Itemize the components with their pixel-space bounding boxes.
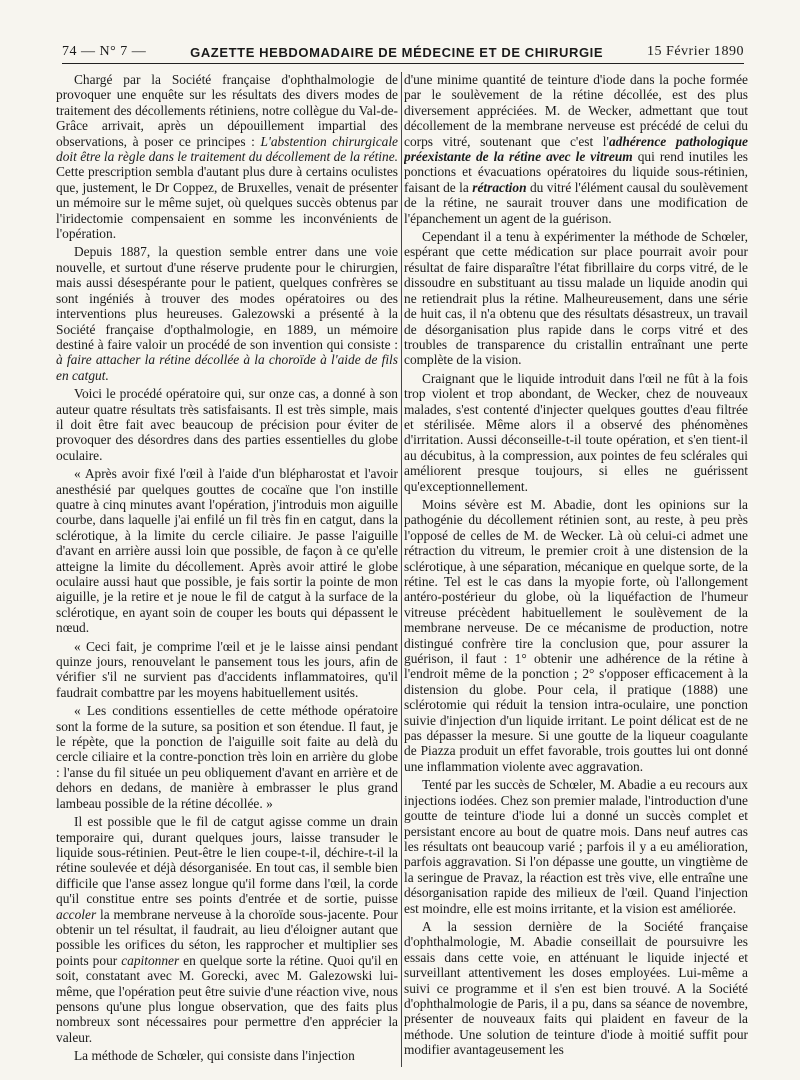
- paragraph: Cependant il a tenu à expérimenter la méthode de Schœler, espérant que cette médication sur place pourrait avoir pour résultat de faire disparaître l'état fibrillaire du corps vitré, de le dissoudre en substituant au tissu malade un liquide anodin qui ne retiendrait plus la rétine. Malheureusement, dans une série de huit cas, il n'a obtenu que des résultats désastreux, un travail de désorganisation plus rapide dans le corps vitré et des troubles de transparence du cristallin entraînant une perte complète de la vision.: [404, 229, 748, 368]
- procedure-quote: à faire attacher la rétine décollée à la choroïde à l'aide de fils en catgut.: [56, 352, 398, 383]
- paragraph: Il est possible que le fil de catgut agisse comme un drain temporaire qui, durant quelques jours, laisse transuder le liquide sous-rétinien. Peut-être le lien coupe-t-il, déchire-t-il la rétine soulevée et déjà désorganisée. En tout cas, il semble bien difficile que l'anse assez longue qu'il forme dans l'œil, la corde qu'il constitue entre ses points d'entrée et de sortie, puisse accoler la membrane nerveuse à la choroïde sous-jacente. Pour obtenir un tel résultat, il faudrait, au lieu d'éloigner autant que possible les orifices du séton, les rapprocher et multiplier ses points pour capitonner en quelque sorte la rétine. Quoi qu'il en soit, constatant avec M. Gorecki, avec M. Galezowski lui-même, que l'opération peut être suivie d'une réaction vive, nous pensons qu'une plus longue observation, que des faits plus nombreux sont nécessaires pour permettre d'en apprécier la valeur.: [56, 814, 398, 1045]
- paragraph: « Après avoir fixé l'œil à l'aide d'un blépharostat et l'avoir anesthésié par quelques gouttes de cocaïne que l'on instille quatre à cinq minutes avant l'opération, j'introduis mon aiguille courbe, dans laquelle j'ai enfilé un fil très fin en catgut, dans la sclérotique, à la limite du cercle ciliaire. Je passe l'aiguille d'avant en arrière aussi loin que possible, de façon à ce qu'elle atteigne la limite du décollement. Après avoir attiré le globe oculaire aussi haut que possible, je fais sortir la pointe de mon aiguille, je la retire et je noue le fil de catgut à la surface de la sclérotique, en ayant soin de couper les bouts qui dépassent le nœud.: [56, 466, 398, 636]
- issue-date: 15 Février 1890: [647, 44, 744, 59]
- paragraph: Craignant que le liquide introduit dans l'œil ne fût à la fois trop violent et trop abondant, de Wecker, chez de nouveaux malades, s'est contenté d'injecter quelques gouttes d'eau filtrée et stérilisée. Même alors il a observé des phénomènes d'irritation. Aussi déconseille-t-il toute opération, et s'en tient-il au décubitus, à la compression, aux pointes de feu sclérales qui améliorent presque toujours, si elles ne guérissent qu'exceptionnellement.: [404, 370, 748, 494]
- paragraph: Depuis 1887, la question semble entrer dans une voie nouvelle, et surtout d'une réserve prudente pour le chirurgien, mais aussi désespérante pour le patient, quelques confrères se sont ingéniés à trouver des modes opératoires ou des interventions plus heureuses. Galezowski a présenté à la Société française d'opthalmologie, en 1889, un mémoire destiné à faire valoir un procédé de son invention qui consiste : à faire attacher la rétine décollée à la choroïde à l'aide de fils en catgut.: [56, 244, 398, 383]
- running-header: [62, 38, 744, 64]
- right-column: [404, 72, 748, 1072]
- paragraph: Moins sévère est M. Abadie, dont les opinions sur la pathogénie du décollement rétinien sont, au reste, à peu près l'opposé de celles de M. de Wecker. Là où celui-ci admet une rétraction du vitreum, le premier croit à une distension de la sclérotique, à une séparation, mécanique en quelque sorte, de la rétine. Tel est le cas dans la myopie forte, où l'allongement antéro-postérieur du globe, où la liquéfaction de l'humeur vitreuse précèdent habituellement le soulèvement de la membrane nerveuse. De ce mécanisme de production, notre distingué confrère tire la conclusion que, pour assurer la guérison, il faut : 1° obtenir une adhérence de la rétine à l'endroit même de la ponction ; 2° s'opposer efficacement à la distension du globe. Pour cela, il pratique (1888) une sclérotomie qui réduit la tension intra-oculaire, une ponction suivie d'injection d'un liquide irritant. Le point délicat est de ne pas dépasser la mesure. Si une goutte de la liqueur coagulante de Piazza produit un effet favorable, trois gouttes lui ont donné une inflammation violente avec aggravation.: [404, 496, 748, 774]
- principle-quote: L'abstention chirurgicale doit être la règle dans le traitement du décollement de la rétine.: [56, 133, 398, 165]
- paragraph: Tenté par les succès de Schœler, M. Abadie a eu recours aux injections iodées. Chez son premier malade, l'introduction d'une goutte de teinture d'iode lui a donné un succès complet et persistant encore au bout de quatre mois. Dans neuf autres cas les résultats ont beaucoup varié ; parfois il y a eu amélioration, parfois aggravation. Si l'on dépasse une goutte, un vingtième de la seringue de Pravaz, la réaction est très vive, elle entraîne une désorganisation rapide des milieux de l'œil. Quand l'injection est moindre, elle est moins irritante, et la vision est améliorée.: [404, 777, 748, 916]
- paragraph: d'une minime quantité de teinture d'iode dans la poche formée par le soulèvement de la rétine décollée, est des plus diversement appréciées. M. de Wecker, admettant que tout décollement de la membrane nerveuse est précédé de celui du corps vitré, soutenant que c'est l'adhérence pathologique préexistante de la rétine avec le vitreum qui rend inutiles les ponctions et évacuations opératoires du liquide sous-rétinien, faisant de la rétraction du vitré l'élément causal du soulèvement de la rétine, ne saurait trouver dans une modification de l'épanchement un agent de la guérison.: [404, 72, 748, 226]
- page-number: 74 — N° 7 —: [62, 44, 147, 59]
- column-divider: [401, 72, 402, 1067]
- left-column: [56, 72, 398, 1072]
- paragraph: « Les conditions essentielles de cette méthode opératoire sont la forme de la suture, sa position et son étendue. Il faut, je le répète, que la ponction de l'aiguille soit faite au delà du cercle ciliaire et la contre-ponction très loin en arrière du globe : l'anse du fil située un peu obliquement d'avant en arrière et de dehors en dedans, de manière à embrasser le plus grand lambeau possible de la rétine décollée. »: [56, 703, 398, 811]
- journal-title: GAZETTE HEBDOMADAIRE DE MÉDECINE ET DE CHIRURGIE: [190, 45, 604, 60]
- paragraph: A la session dernière de la Société française d'ophthalmologie, M. Abadie conseillait de poursuivre les essais dans cette voie, en atténuant le liquide injecté et surveillant attentivement les doses employées. Lui-même a suivi ce programme et il s'en est bien trouvé. A la Société d'ophthalmologie de Paris, il a pu, dans sa séance de novembre, présenter de nouveaux faits qui plaident en faveur de la méthode. Une solution de teinture d'iode à moitié suffit pour modifier avantageusement les: [404, 918, 748, 1058]
- paragraph: « Ceci fait, je comprime l'œil et je le laisse ainsi pendant quinze jours, renouvelant le pansement tous les jours, afin de vérifier s'il ne survient pas d'accidents inflammatoires, qu'il faudrait combattre par les moyens habituellement usités.: [56, 638, 398, 700]
- paragraph: Chargé par la Société française d'ophthalmologie de provoquer une enquête sur les résultats des divers modes de traitement des décollements rétiniens, notre collègue du Val-de-Grâce arrivait, après un dépouillement impartial des observations, à poser ce principes : L'abstention chirurgicale doit être la règle dans le traitement du décollement de la rétine. Cette prescription sembla d'autant plus dure à certains oculistes que, justement, le Dr Coppez, de Bruxelles, venait de présenter un mémoire sur le même sujet, où quelques succès obtenus par l'iridectomie compensaient en somme les inconvénients de l'opération.: [56, 72, 398, 242]
- paragraph: La méthode de Schœler, qui consiste dans l'injection: [74, 1048, 355, 1064]
- paragraph: Voici le procédé opératoire qui, sur onze cas, a donné à son auteur quatre résultats très satisfaisants. Il est très simple, mais il doit être fait avec beaucoup de précision pour éviter de provoquer des désordres dans des parties essentielles du globe oculaire.: [56, 386, 398, 463]
